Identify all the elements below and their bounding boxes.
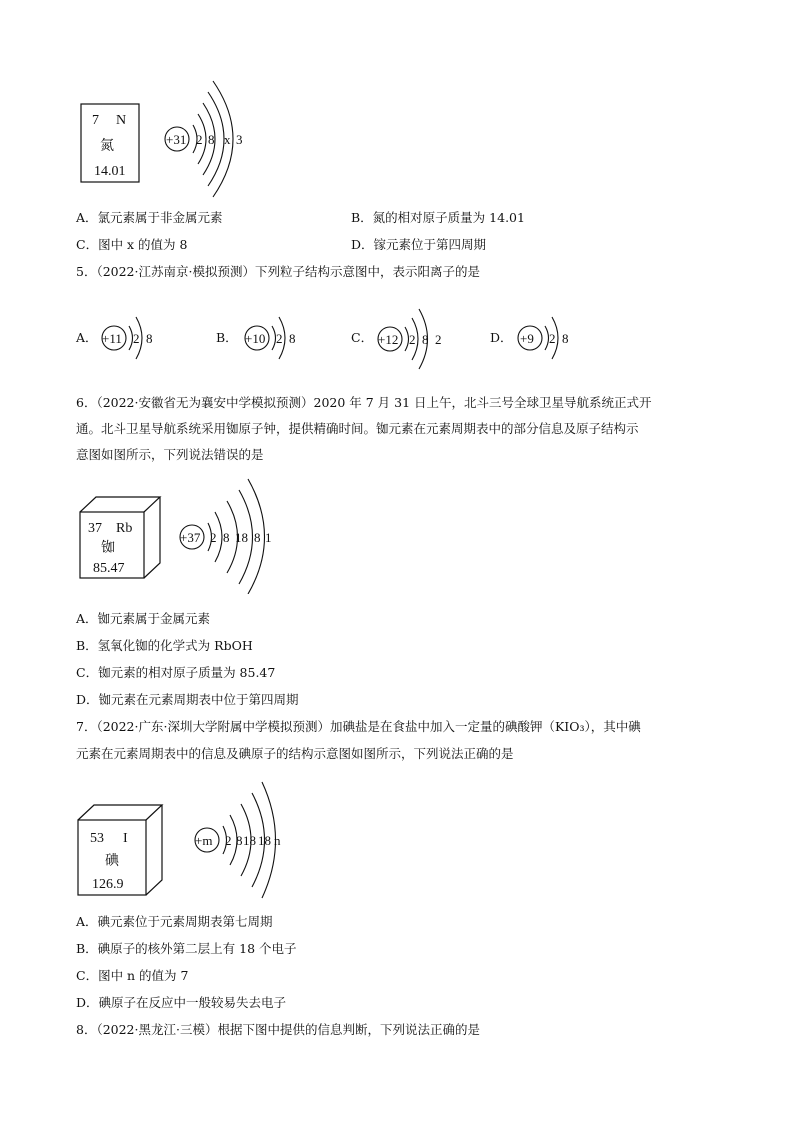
q6-element-name: 铷 [101,541,115,556]
q7-shell-electrons: n [274,833,281,848]
q7-stem-line1: 7．（2022·广东·深圳大学附属中学模拟预测）加碘盐是在食盐中加入一定量的碘酸钾（KIO₃），其中碘 [76,719,641,734]
q6-option-c: C．铷元素的相对原子质量为 85.47 [76,665,276,680]
shell-electrons: 2 [409,332,416,347]
q4-nucleus-charge: +31 [166,132,187,147]
q6-figure-svg [76,474,286,594]
q7-option-a: A．碘元素位于元素周期表第七周期 [76,914,273,929]
q5-stem: 5．（2022·江苏南京·模拟预测）下列粒子结构示意图中，表示阳离子的是 [76,264,480,279]
shell-electrons: 2 [549,331,556,346]
q6-option-d: D．铷元素在元素周期表中位于第四周期 [76,692,299,707]
q4-option-b: B．氮的相对原子质量为 14.01 [351,210,525,225]
shell-electrons: 8 [562,331,569,346]
shell-electrons: 8 [422,332,429,347]
q7-option-d: D．碘原子在反应中一般较易失去电子 [76,995,287,1010]
shell-electrons: 2 [133,331,140,346]
shell-electrons: 2 [435,332,442,347]
q4-shell-electrons: 3 [236,132,243,147]
q6-atomic-number: 37 [88,521,102,536]
q6-shell-electrons: 8 [254,530,261,545]
q5-atom-c [369,308,449,370]
q6-figure [76,474,286,594]
q5-option-label: C． [351,330,374,345]
q4-figure-svg [78,78,258,198]
q5-atom-b [236,308,306,368]
q4-option-c: C．图中 x 的值为 8 [76,237,188,252]
q4-shell-electrons: x [224,132,231,147]
q4-atomic-mass: 14.01 [94,164,126,179]
q7-option-c: C．图中 n 的值为 7 [76,968,189,983]
q4-option-d: D．镓元素位于第四周期 [351,237,487,252]
q4-element-symbol: N [116,113,127,128]
nucleus-charge: +12 [378,332,399,347]
q4-atomic-number: 7 [92,113,99,128]
q7-option-b: B．碘原子的核外第二层上有 18 个电子 [76,941,297,956]
q5-option-label: B． [216,330,238,345]
nucleus-charge: +9 [520,331,534,346]
q4-shell-electrons: 8 [208,132,215,147]
shell-arc [129,326,133,350]
q7-shell-electrons: 18 [243,833,256,848]
q6-element-symbol: Rb [116,521,133,536]
q6-stem-line2: 通。北斗卫星导航系统采用铷原子钟，提供精确时间。铷元素在元素周期表中的部分信息及原子结构示 [76,421,639,436]
q6-shell-electrons: 8 [223,530,230,545]
shell-arc [545,326,549,350]
q7-figure [74,776,289,901]
q6-stem-line1: 6．（2022·安徽省无为襄安中学模拟预测）2020 年 7 月 31 日上午，北斗三号全球卫星导航系统正式开 [76,395,652,410]
shell-arc [405,327,409,351]
q5-option-label: A． [76,330,98,345]
q7-stem-line2: 元素在元素周期表中的信息及碘原子的结构示意图如图所示，下列说法正确的是 [76,746,514,761]
q6-nucleus-charge: +37 [180,530,201,545]
q6-option-a: A．铷元素属于金属元素 [76,611,211,626]
q5-atom-a [96,308,166,368]
q6-atomic-mass: 85.47 [93,561,125,576]
shell-electrons: 2 [276,331,283,346]
q7-shell-electrons: 8 [236,833,243,848]
q5-option-label: D． [490,330,513,345]
q5-atom-d [510,308,580,368]
q4-option-a: A．氯元素属于非金属元素 [76,210,223,225]
q7-element-symbol: I [123,831,128,846]
shell-electrons: 8 [289,331,296,346]
q4-figure [78,78,258,198]
q6-shell-electrons: 1 [265,530,272,545]
q6-shell-electrons: 2 [210,530,217,545]
shell-electrons: 8 [146,331,153,346]
q4-shell-electrons: 2 [196,132,203,147]
q7-shell-electrons: 2 [225,833,232,848]
q6-stem-line3: 意图如图所示，下列说法错误的是 [76,447,264,462]
q8-stem: 8．（2022·黑龙江·三模）根据下图中提供的信息判断，下列说法正确的是 [76,1022,480,1037]
q7-figure-svg [74,776,289,901]
q7-shell-electrons: 18 [258,833,271,848]
q6-shell-electrons: 18 [235,530,248,545]
q4-element-name: 氮 [100,139,114,154]
q6-option-b: B．氢氧化铷的化学式为 RbOH [76,638,253,653]
q7-element-name: 碘 [105,854,119,869]
q7-atomic-number: 53 [90,831,104,846]
nucleus-charge: +11 [102,331,122,346]
shell-arc [272,326,276,350]
q7-atomic-mass: 126.9 [92,877,124,892]
nucleus-charge: +10 [245,331,266,346]
q7-nucleus-charge: +m [195,833,213,848]
